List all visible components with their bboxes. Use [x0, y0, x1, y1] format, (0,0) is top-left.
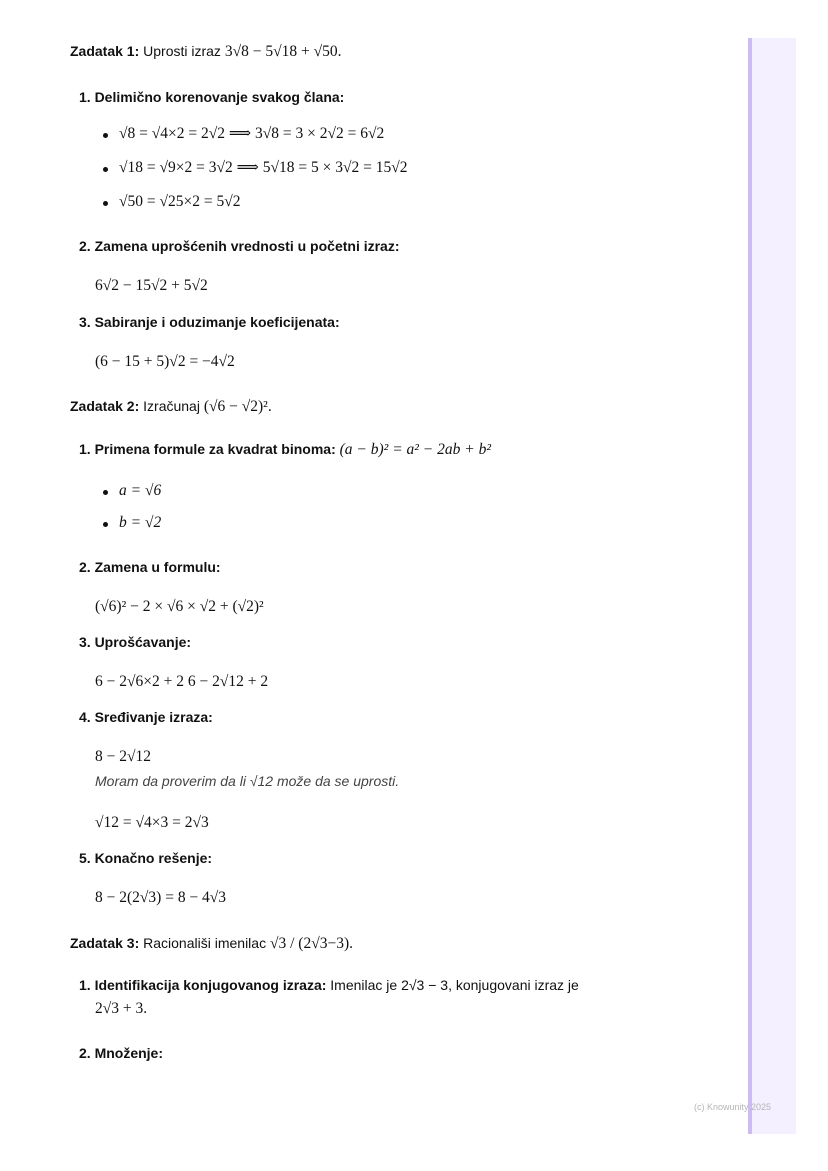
task3-text: Racionališi imenilac: [143, 935, 267, 951]
task2-expr: (√6 − √2)².: [203, 398, 272, 415]
footer-copyright: (c) Knowunity 2025: [694, 1102, 772, 1112]
task1-bullet-3: √50 = √25×2 = 5√2: [119, 193, 241, 210]
task3-label: Zadatak 3:: [70, 935, 140, 951]
task1-bullet-1: √8 = √4×2 = 2√2 ⟹ 3√8 = 3 × 2√2 = 6√2: [119, 125, 385, 142]
task2-step4-result: 8 − 2√12: [95, 748, 151, 765]
task1-step3-label: 3. Sabiranje i oduzimanje koeficijenata:: [79, 314, 340, 330]
task2-step3-result: 6 − 2√6×2 + 2 6 − 2√12 + 2: [95, 673, 269, 690]
task3-expr: √3 / (2√3−3).: [269, 935, 353, 952]
task2-step3-label: 3. Uprošćavanje:: [79, 634, 192, 650]
task1-label: Zadatak 1:: [70, 43, 140, 59]
task2-text: Izračunaj: [143, 398, 200, 414]
task1-step1-label: 1. Delimično korenovanje svakog člana:: [79, 89, 345, 105]
task2-step4-label: 4. Sređivanje izraza:: [79, 709, 213, 725]
task2-step1-formula: (a − b)² = a² − 2ab + b²: [339, 441, 491, 458]
task1-step3-result: (6 − 15 + 5)√2 = −4√2: [95, 353, 235, 370]
task2-label: Zadatak 2:: [70, 398, 140, 414]
task3-step1: [79, 975, 579, 995]
task2-bullet-a: a = √6: [119, 482, 162, 499]
task1-text: Uprosti izraz: [143, 43, 221, 59]
task3-step2-label: 2. Množenje:: [79, 1045, 164, 1061]
bullet-marker: [103, 490, 108, 495]
task3-step1-text2: 2√3 + 3.: [95, 1000, 148, 1017]
task2-heading: [70, 396, 272, 417]
task2-step2-result: (√6)² − 2 × √6 × √2 + (√2)²: [95, 598, 264, 615]
task2-step1: [79, 439, 491, 460]
task2-step4-extra: √12 = √4×3 = 2√3: [95, 814, 209, 831]
task1-expr: 3√8 − 5√18 + √50.: [224, 43, 342, 60]
task2-step5-label: 5. Konačno rešenje:: [79, 850, 213, 866]
task3-step1-text: Imenilac je 2√3 − 3, konjugovani izraz je: [330, 977, 579, 993]
bullet-marker: [103, 133, 108, 138]
task2-note: Moram da proverim da li √12 može da se uprosti.: [95, 773, 400, 789]
side-panel: [748, 38, 796, 1134]
task2-bullet-b: b = √2: [119, 514, 162, 531]
task2-step2-label: 2. Zamena u formulu:: [79, 559, 221, 575]
task3-step1-label: 1. Identifikacija konjugovanog izraza:: [79, 977, 327, 993]
task2-step5-result: 8 − 2(2√3) = 8 − 4√3: [95, 889, 227, 906]
task2-step1-label: 1. Primena formule za kvadrat binoma:: [79, 441, 336, 457]
bullet-marker: [103, 167, 108, 172]
task1-bullet-2: √18 = √9×2 = 3√2 ⟹ 5√18 = 5 × 3√2 = 15√2: [119, 159, 408, 176]
task1-heading: [70, 41, 341, 62]
bullet-marker: [103, 522, 108, 527]
task1-step2-label: 2. Zamena uprošćenih vrednosti u početni izraz:: [79, 238, 400, 254]
task1-step2-result: 6√2 − 15√2 + 5√2: [95, 277, 208, 294]
bullet-marker: [103, 201, 108, 206]
task3-heading: [70, 933, 353, 954]
